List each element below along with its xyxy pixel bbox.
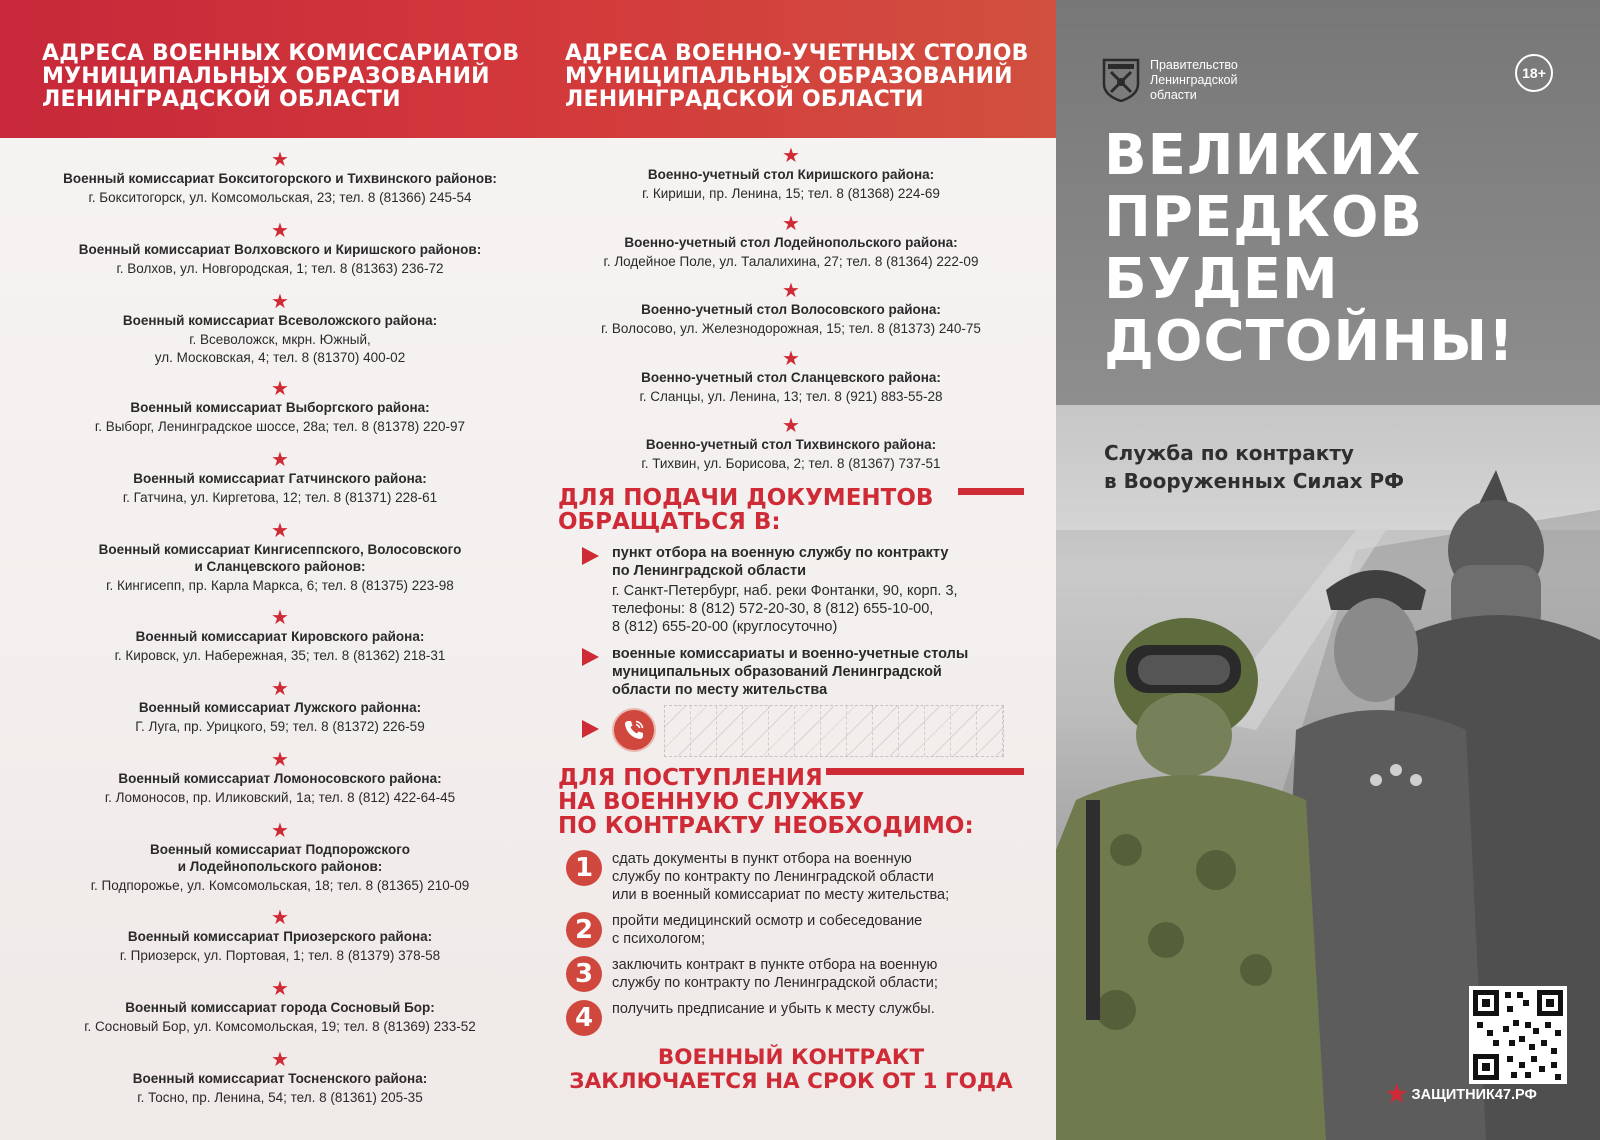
commissariat-entry — [40, 979, 520, 1050]
commissariat-title: Военный комиссариат Бокситогорского и Тихвинского районов: — [63, 171, 497, 186]
red-star-icon: ★ — [271, 607, 289, 629]
red-star-icon: ★ — [271, 749, 289, 771]
red-star-icon: ★ — [782, 347, 800, 370]
commissariat-entry — [40, 221, 520, 292]
documents-bullets — [580, 544, 1030, 699]
service-subtitle: Служба по контракту в Вооруженных Силах РФ — [1104, 441, 1404, 493]
commissariat-entry — [40, 150, 520, 221]
commissariat-title: Военный комиссариат Волховского и Киришского районов: — [78, 242, 482, 257]
commissariat-title: Военный комиссариат Ломоносовского района: — [118, 771, 442, 786]
commissariats-list — [40, 150, 520, 1121]
desk-title: Военно-учетный стол Лодейнопольского района: — [624, 234, 958, 250]
desk-entry — [556, 416, 1026, 484]
red-star-icon: ★ — [271, 907, 289, 929]
red-divider — [958, 488, 1024, 495]
commissariat-title: Военный комиссариат Всеволожского района: — [122, 313, 438, 328]
documents-heading: ДЛЯ ПОДАЧИ ДОКУМЕНТОВ ОБРАЩАТЬСЯ В: — [558, 485, 934, 535]
step-number-badge: 1 — [566, 850, 602, 886]
commissariat-title: Военный комиссариат Гатчинского района: — [133, 471, 427, 486]
desks-heading: АДРЕСА ВОЕННО-УЧЕТНЫХ СТОЛОВ МУНИЦИПАЛЬНЫХ ОБРАЗОВАНИЙ ЛЕНИНГРАДСКОЙ ОБЛАСТИ — [565, 41, 1029, 112]
commissariat-entry — [40, 608, 520, 679]
phone-number-field — [664, 705, 1004, 757]
qr-code[interactable] — [1469, 986, 1567, 1084]
triangle-bullet-icon — [582, 720, 599, 738]
coat-of-arms-icon — [1102, 58, 1140, 102]
commissariat-entry — [40, 379, 520, 450]
commissariat-entry — [40, 521, 520, 608]
commissariat-address: г. Кингисепп, пр. Карла Маркса, 6; тел. 8 (81375) 223-98 — [106, 578, 454, 593]
red-star-icon: ★ — [271, 220, 289, 242]
commissariat-address: г. Выборг, Ленинградское шоссе, 28а; тел. 8 (81378) 220-97 — [94, 419, 466, 434]
desk-entry — [556, 281, 1026, 349]
commissariat-entry — [40, 292, 520, 379]
red-star-icon: ★ — [1386, 1081, 1408, 1108]
red-star-icon: ★ — [271, 291, 289, 313]
red-star-icon: ★ — [271, 449, 289, 471]
red-star-icon: ★ — [782, 280, 800, 302]
commissariats-heading: АДРЕСА ВОЕННЫХ КОМИССАРИАТОВ МУНИЦИПАЛЬНЫХ ОБРАЗОВАНИЙ ЛЕНИНГРАДСКОЙ ОБЛАСТИ — [42, 41, 520, 112]
phone-icon — [612, 708, 656, 752]
commissariat-address: г. Приозерск, ул. Портовая, 1; тел. 8 (81379) 378-58 — [119, 948, 441, 963]
requirement-step: 4 получить предписание и убыть к месту службы. — [566, 1000, 1036, 1036]
commissariat-address: г. Ломоносов, пр. Иликовский, 1а; тел. 8 (812) 422-64-45 — [104, 790, 456, 805]
main-slogan: ВЕЛИКИХ ПРЕДКОВ БУДЕМ ДОСТОЙНЫ! — [1104, 123, 1515, 374]
commissariat-title: Военный комиссариат Тосненского района: — [132, 1071, 428, 1086]
commissariat-address: г. Бокситогорск, ул. Комсомольская, 23; тел. 8 (81366) 245-54 — [88, 190, 472, 205]
commissariat-title: Военный комиссариат Лужского районна: — [138, 700, 422, 715]
bullet-selection-point: пункт отбора на военную службу по контракту по Ленинградской области г. Санкт-Петербург, наб. реки Фонтанки, 90, корп. 3, телефоны: 8 (812) 572-20-30, 8 (812) 655-10-00, 8 (812) 655-20-00 (круглосуточно) — [580, 544, 1030, 636]
desk-title: Военно-учетный стол Сланцевского района: — [641, 369, 941, 385]
red-star-icon: ★ — [271, 978, 289, 1000]
commissariat-entry — [40, 1050, 520, 1121]
step-number-badge: 4 — [566, 1000, 602, 1036]
desk-entry — [556, 146, 1026, 214]
website-link[interactable]: ★ ЗАЩИТНИК47.РФ — [1386, 1081, 1537, 1108]
red-star-icon: ★ — [271, 1049, 289, 1071]
commissariat-address: г. Тосно, пр. Ленина, 54; тел. 8 (81361) 205-35 — [137, 1090, 423, 1105]
red-divider — [826, 768, 1024, 775]
commissariat-entry — [40, 821, 520, 908]
desk-address: г. Кириши, пр. Ленина, 15; тел. 8 (81368) 224-69 — [642, 186, 940, 201]
commissariat-address: г. Всеволожск, мкрн. Южный, ул. Московская, 4; тел. 8 (81370) 400-02 — [154, 332, 406, 365]
contract-note: ВОЕННЫЙ КОНТРАКТ ЗАКЛЮЧАЕТСЯ НА СРОК ОТ 1 ГОДА — [569, 1045, 1013, 1094]
desk-address: г. Волосово, ул. Железнодорожная, 15; тел. 8 (81373) 240-75 — [601, 321, 981, 336]
triangle-bullet-icon — [582, 648, 599, 666]
phone-placeholder-row — [582, 703, 1012, 755]
commissariat-title: Военный комиссариат Кингисеппского, Волосовского и Сланцевского районов: — [98, 542, 462, 574]
red-star-icon: ★ — [271, 820, 289, 842]
triangle-bullet-icon — [582, 547, 599, 565]
requirement-step: 2 пройти медицинский осмотр и собеседование с психологом; — [566, 912, 1036, 948]
desks-list — [556, 146, 1026, 484]
qr-code-icon — [1473, 990, 1563, 1080]
desk-address: г. Сланцы, ул. Ленина, 13; тел. 8 (921) 883-55-28 — [639, 388, 943, 404]
red-star-icon: ★ — [782, 212, 800, 235]
requirement-step: 3 заключить контракт в пункте отбора на военную службу по контракту по Ленинградской области; — [566, 956, 1036, 992]
red-star-icon: ★ — [782, 415, 800, 437]
step-number-badge: 3 — [566, 956, 602, 992]
commissariat-entry — [40, 679, 520, 750]
red-star-icon: ★ — [782, 145, 800, 167]
commissariat-entry — [40, 908, 520, 979]
commissariat-address: г. Гатчина, ул. Киргетова, 12; тел. 8 (81371) 228-61 — [122, 490, 438, 505]
commissariat-title: Военный комиссариат Кировского района: — [135, 629, 425, 644]
requirements-heading: ДЛЯ ПОСТУПЛЕНИЯ НА ВОЕННУЮ СЛУЖБУ ПО КОНТРАКТУ НЕОБХОДИМО: — [558, 765, 974, 839]
red-star-icon: ★ — [271, 520, 289, 542]
commissariat-address: г. Сосновый Бор, ул. Комсомольская, 19; тел. 8 (81369) 233-52 — [84, 1019, 476, 1034]
commissariat-address: Г. Луга, пр. Урицкого, 59; тел. 8 (81372) 226-59 — [135, 719, 425, 734]
red-star-icon: ★ — [271, 678, 289, 700]
step-number-badge: 2 — [566, 912, 602, 948]
desk-title: Военно-учетный стол Волосовского района: — [641, 302, 941, 317]
commissariat-title: Военный комиссариат города Сосновый Бор: — [125, 1000, 435, 1015]
commissariat-entry — [40, 750, 520, 821]
commissariat-entry — [40, 450, 520, 521]
red-star-icon: ★ — [271, 149, 289, 171]
red-star-icon: ★ — [271, 378, 289, 400]
desk-entry — [556, 349, 1026, 417]
desk-address: г. Тихвин, ул. Борисова, 2; тел. 8 (81367) 737-51 — [641, 456, 941, 471]
slogan-panel: Правительство Ленинградской области 18+ ВЕЛИКИХ ПРЕДКОВ БУДЕМ ДОСТОЙНЫ! Служба по контракту в Вооруженных Силах РФ ★ ЗАЩИТНИК47.РФ — [1056, 0, 1600, 1140]
requirements-steps — [566, 850, 1036, 1036]
commissariat-title: Военный комиссариат Выборгского района: — [130, 400, 430, 415]
commissariat-address: г. Подпорожье, ул. Комсомольская, 18; тел. 8 (81365) 210-09 — [90, 878, 470, 893]
commissariat-title: Военный комиссариат Подпорожского и Лодейнопольского районов: — [150, 842, 410, 874]
desk-address: г. Лодейное Поле, ул. Талалихина, 27; тел. 8 (81364) 222-09 — [603, 253, 979, 269]
desk-title: Военно-учетный стол Киришского района: — [647, 167, 935, 182]
desk-title: Военно-учетный стол Тихвинского района: — [645, 437, 937, 452]
commissariat-address: г. Кировск, ул. Набережная, 35; тел. 8 (81362) 218-31 — [114, 648, 446, 663]
requirement-step: 1 сдать документы в пункт отбора на военную службу по контракту по Ленинградской области или в военный комиссариат по месту жительства; — [566, 850, 1036, 904]
desk-entry — [556, 214, 1026, 282]
address-banner — [0, 0, 1056, 138]
commissariat-address: г. Волхов, ул. Новгородская, 1; тел. 8 (81363) 236-72 — [116, 261, 444, 276]
commissariat-title: Военный комиссариат Приозерского района: — [127, 929, 433, 944]
bullet-commissariats: военные комиссариаты и военно-учетные столы муниципальных образований Ленинградской области по месту жительства — [580, 645, 1030, 699]
age-rating-badge: 18+ — [1515, 54, 1553, 92]
